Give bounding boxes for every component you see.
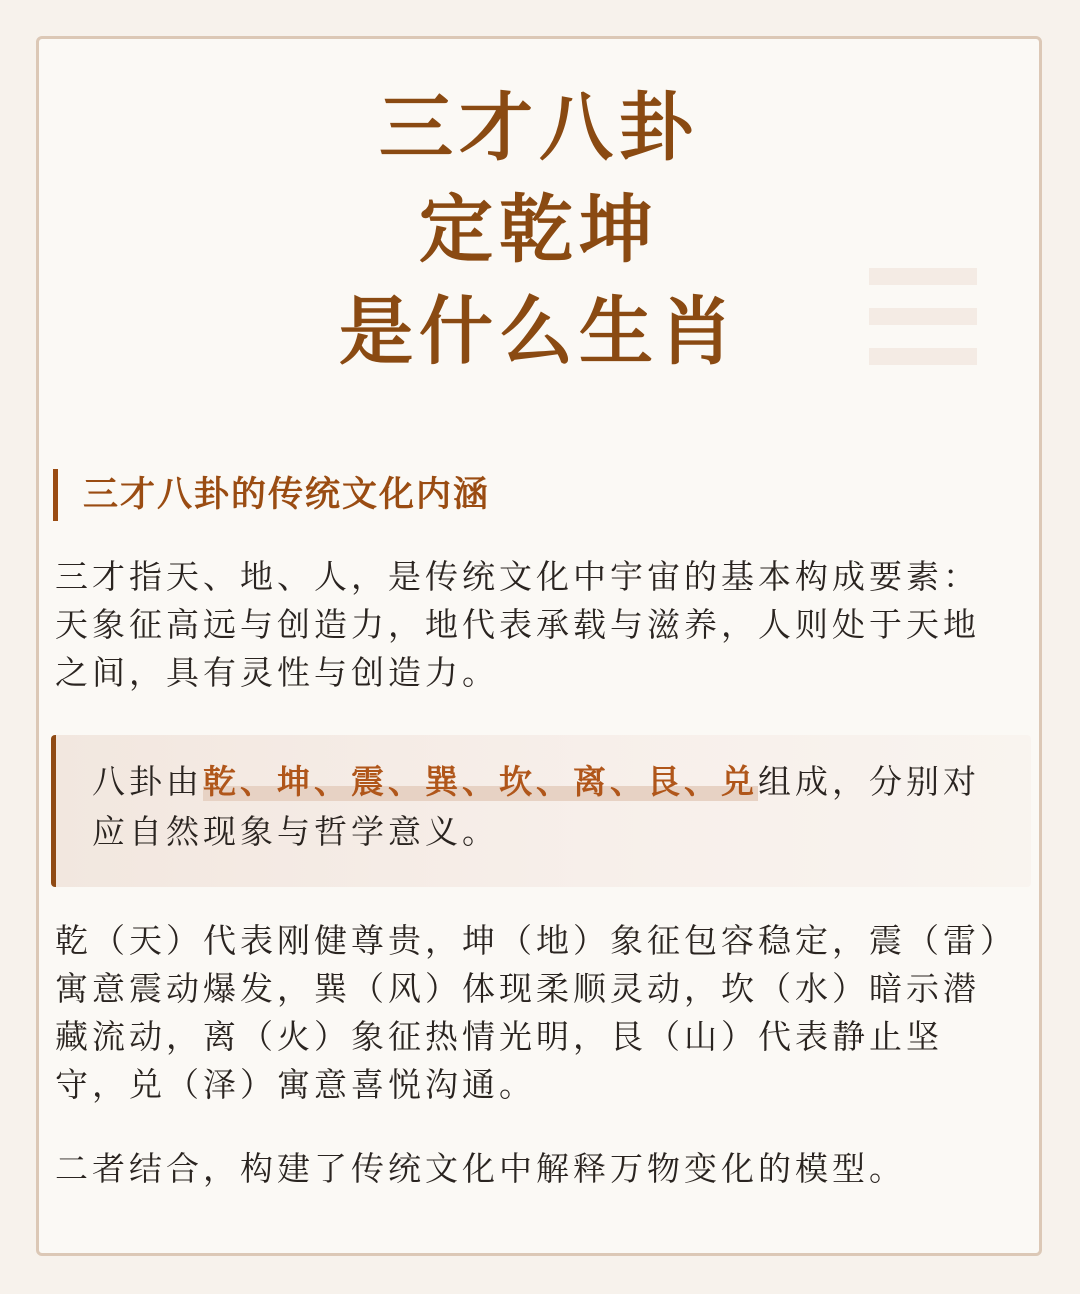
section-heading-accent-bar — [53, 469, 58, 521]
section-heading — [53, 467, 953, 521]
title-line-2: 定乾坤 — [419, 187, 659, 273]
decorative-bar-middle — [869, 308, 977, 325]
decorative-bar-bottom — [869, 348, 977, 365]
quote-text-after: 组成，分别对应自然现象与哲学意义。 — [92, 762, 980, 851]
conclusion-paragraph: 二者结合，构建了传统文化中解释万物变化的模型。 — [55, 1149, 906, 1188]
bagua-quote-block — [51, 735, 1031, 887]
article-card — [36, 36, 1042, 1256]
bagua-trigram-highlight: 乾、坤、震、巽、坎、离、艮、兑 — [203, 762, 758, 801]
trigram-meaning-paragraph: 乾（天）代表刚健尊贵，坤（地）象征包容稳定，震（雷）寓意震动爆发，巽（风）体现柔顺灵动，坎（水）暗示潜藏流动，离（火）象征热情光明，艮（山）代表静止坚守，兑（泽）寓意喜悦沟通。 — [55, 921, 1001, 1104]
title-line-3: 是什么生肖 — [339, 289, 739, 375]
page-title — [39, 77, 1039, 383]
quote-text-before: 八卦由 — [92, 762, 203, 801]
section-heading-text: 三才八卦的传统文化内涵 — [83, 474, 491, 515]
decorative-bar-top — [869, 268, 977, 285]
title-line-1: 三才八卦 — [379, 85, 699, 171]
intro-paragraph: 三才指天、地、人，是传统文化中宇宙的基本构成要素：天象征高远与创造力，地代表承载与滋养，人则处于天地之间，具有灵性与创造力。 — [55, 557, 980, 692]
bagua-quote-text — [92, 757, 1001, 857]
